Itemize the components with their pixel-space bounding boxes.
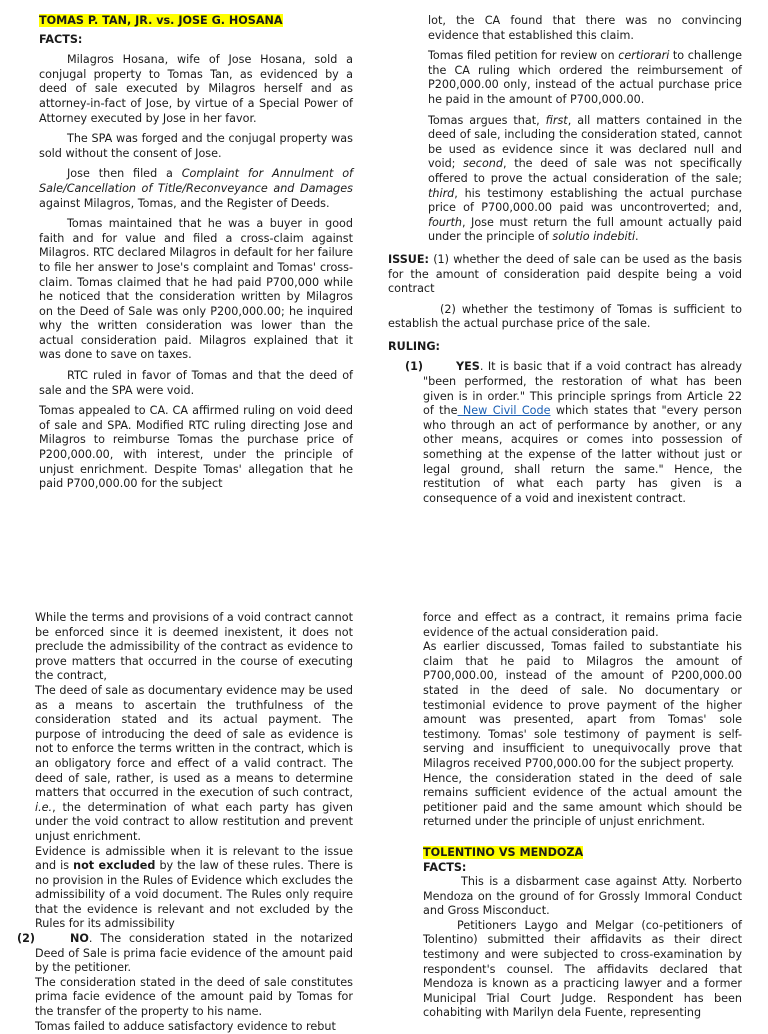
ruling-label: RULING: (388, 339, 441, 353)
continued-paragraph: lot, the CA found that there was no convincing evidence that established this claim. (428, 14, 742, 42)
ruling-number: (2) (17, 932, 36, 946)
case-title: TOLENTINO VS MENDOZA (423, 845, 584, 859)
body-paragraph: As earlier discussed, Tomas failed to substantiate his claim that he paid to Milagros the amount of P700,000.00, instead of the amount of P200,000.00 stated in the deed of sale. No documentary or testimonial evidence to prove payment of the higher amount was presented, apart from Tomas' sole testimony. Tomas' sole testimony of payment is self-serving and insufficient to unequivocally prove that Milagros received P700,000.00 for the subject property. (423, 640, 742, 770)
ruling-number: (1) (405, 360, 424, 374)
facts-paragraph: Tomas maintained that he was a buyer in good faith and for value and filed a cross-claim against Milagros. RTC declared Milagros in default for her failure to file her answer to Jose's complaint and Tomas' cross-claim. Tomas claimed that he had paid P700,000 while he noticed that the consideration written by Milagros on the Deed of Sale was only P200,000.00; he inquired why the written consideration was lower than the actual consideration paid. Milagros explained that it was done to save on taxes. (39, 217, 353, 362)
ruling-paragraph: NO. The consideration stated in the notarized Deed of Sale is prima facie evidence of the amount paid by the petitioner. (35, 932, 353, 975)
body-paragraph: The deed of sale as documentary evidence may be used as a means to ascertain the truthfulness of the consideration stated and its actual payment. The purpose of introducing the deed of sale as evidence is not to enforce the terms written in the contract, which is an obligatory force and effect of a valid contract. The deed of sale, rather, is used as a means to determine matters that occurred in the execution of such contract, i.e., the determination of what each party has given under the void contract to allow restitution and prevent unjust enrichment. (35, 683, 353, 843)
body-paragraph: Tomas failed to adduce satisfactory evidence to rebut (35, 1019, 336, 1033)
facts-label: FACTS: (423, 860, 467, 874)
issue-label: ISSUE: (388, 252, 429, 266)
body-paragraph: While the terms and provisions of a void contract cannot be enforced since it is deemed inexistent, it does not preclude the admissibility of the contract as evidence to prove matters that occurred in the course of executing the contract, (35, 611, 353, 683)
facts-paragraph: Milagros Hosana, wife of Jose Hosana, sold a conjugal property to Tomas Tan, as evidenced by a deed of sale executed by Milagros herself and as attorney-in-fact of Jose, by virtue of a Special Power of Attorney executed by Jose in her favor. (39, 53, 353, 125)
body-paragraph: force and effect as a contract, it remains prima facie evidence of the actual consideration paid. (423, 611, 742, 639)
bottom-left-column (17, 611, 354, 1034)
body-paragraph: Hence, the consideration stated in the deed of sale remains sufficient evidence of the actual amount the petitioner paid and the same amount which should be returned under the principle of unjust enrichment. (423, 771, 742, 829)
top-right-column (388, 14, 742, 506)
petition-paragraph: Tomas filed petition for review on certiorari to challenge the CA ruling which ordered the reimbursement of P200,000.00 only, instead of the actual purchase price he paid in the amount of P700,000.00. (428, 49, 743, 106)
bottom-right-column (423, 611, 742, 1021)
body-paragraph: Evidence is admissible when it is relevant to the issue and is not excluded by the law of these rules. There is no provision in the Rules of Evidence which excludes the admissibility of a void document. The Rules only require that the evidence is relevant and not excluded by the Rules for its admissibility (35, 844, 354, 931)
facts-label: FACTS: (39, 32, 83, 46)
ruling-item-2 (17, 932, 353, 976)
facts-paragraph: This is a disbarment case against Atty. Norberto Mendoza on the ground of for Grossly Immoral Conduct and Gross Misconduct. (423, 875, 742, 918)
ruling-paragraph: YES. It is basic that if a void contract has already "been performed, the restoration of what has been given is in order." This principle springs from Article 22 of the New Civil Code which states that "every person who through an act of performance by another, or any other means, acquires or comes into possession of something at the expense of the latter without just or legal ground, shall return the same." Hence, the restitution of what each party has given is a consequence of a void and inexistent contract. (423, 360, 742, 505)
facts-paragraph: Tomas appealed to CA. CA affirmed ruling on void deed of sale and SPA. Modified RTC ruling directing Jose and Milagros to reimburse Tomas the purchase price of P200,000.00, with interest, under the principle of unjust enrichment. Despite Tomas' allegation that he paid P700,000.00 for the subject (39, 404, 353, 491)
facts-paragraph: RTC ruled in favor of Tomas and that the deed of sale and the SPA were void. (39, 369, 353, 397)
body-paragraph: The consideration stated in the deed of sale constitutes prima facie evidence of the amount paid by Tomas for the transfer of the property to his name. (35, 975, 353, 1019)
ruling-item-1 (388, 360, 742, 506)
facts-paragraph: The SPA was forged and the conjugal property was sold without the consent of Jose. (39, 132, 353, 160)
complaint-paragraph: Jose then filed a Complaint for Annulment of Sale/Cancellation of Title/Reconveyance and Damages against Milagros, Tomas, and the Register of Deeds. (39, 167, 353, 210)
case-title: TOMAS P. TAN, JR. vs. JOSE G. HOSANA (39, 14, 283, 27)
civil-code-link[interactable]: New Civil Code (457, 404, 551, 418)
top-left-column (39, 14, 353, 492)
arguments-paragraph: Tomas argues that, first, all matters contained in the deed of sale, including the consideration stated, cannot be used as evidence since it was declared null and void; second, the deed of sale was not specifically offered to prove the actual consideration of the sale; third, his testimony establishing the actual purchase price of P700,000.00 paid was uncontroverted; and, fourth, Jose must return the full amount actually paid under the principle of solutio indebiti. (428, 113, 742, 244)
facts-paragraph: Petitioners Laygo and Melgar (co-petitioners of Tolentino) submitted their affidavits as their direct testimony and were subjected to cross-examination by respondent's counsel. The affidavits declared that Mendoza is known as a practicing lawyer and a former Municipal Trial Court Judge. Respondent has been cohabiting with Marilyn dela Fuente, representing (423, 918, 742, 1020)
issue-paragraph: (2) whether the testimony of Tomas is sufficient to establish the actual purchase price of the sale. (388, 302, 742, 331)
issue-paragraph: ISSUE: (1) whether the deed of sale can be used as the basis for the amount of consideration paid despite being a void contract (388, 252, 742, 296)
